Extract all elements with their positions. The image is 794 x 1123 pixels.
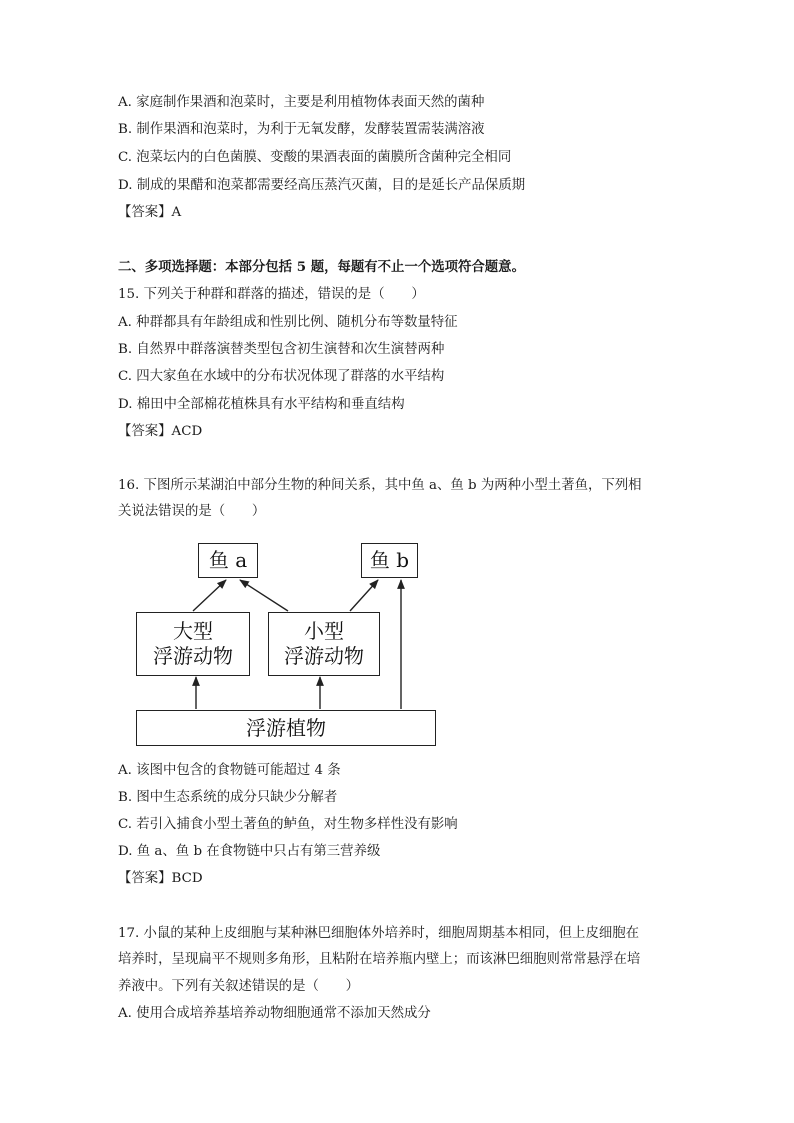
- q17-stem-line-3: 养液中。下列有关叙述错误的是（ ）: [118, 979, 360, 994]
- section-title: 二、多项选择题：本部分包括 5 题，每题有不止一个选项符合题意。: [118, 259, 525, 275]
- node-large-zoo-line-1: 大型: [173, 619, 213, 643]
- q14-answer: 【答案】A: [118, 205, 182, 220]
- arrow-small-zoo-to-fish-b: [350, 580, 378, 611]
- q15-option-a: A. 种群都具有年龄组成和性别比例、随机分布等数量特征: [118, 315, 458, 330]
- q17-stem-line-1: 17. 小鼠的某种上皮细胞与某种淋巴细胞体外培养时，细胞周期基本相同，但上皮细胞在: [118, 926, 640, 941]
- q15-stem: 15. 下列关于种群和群落的描述，错误的是（ ）: [118, 287, 425, 302]
- q14-option-c: C. 泡菜坛内的白色菌膜、变酸的果酒表面的菌膜所含菌种完全相同: [118, 150, 512, 165]
- node-small-zoo-line-1: 小型: [304, 619, 344, 643]
- node-fish-b: [361, 543, 418, 578]
- q16-option-a: A. 该图中包含的食物链可能超过 4 条: [118, 763, 341, 778]
- node-fish-a: [198, 543, 258, 578]
- node-fish-a-label: 鱼 a: [208, 548, 248, 572]
- node-phyto-label: 浮游植物: [246, 715, 326, 740]
- node-large-zooplankton: [136, 612, 250, 676]
- q16-option-d: D. 鱼 a、鱼 b 在食物链中只占有第三营养级: [118, 844, 381, 859]
- q15-option-c: C. 四大家鱼在水域中的分布状况体现了群落的水平结构: [118, 369, 445, 384]
- q16-answer: 【答案】BCD: [118, 871, 203, 886]
- q16-option-b: B. 图中生态系统的成分只缺少分解者: [118, 790, 338, 805]
- arrow-small-zoo-to-fish-a: [240, 580, 288, 611]
- q15-option-d: D. 棉田中全部棉花植株具有水平结构和垂直结构: [118, 397, 405, 412]
- q14-option-b: B. 制作果酒和泡菜时，为利于无氧发酵，发酵装置需装满溶液: [118, 122, 485, 137]
- arrow-large-zoo-to-fish-a: [193, 580, 226, 611]
- node-large-zoo-line-2: 浮游动物: [153, 644, 233, 668]
- node-phytoplankton: [136, 710, 436, 746]
- q16-stem-line-1: 16. 下图所示某湖泊中部分生物的种间关系，其中鱼 a、鱼 b 为两种小型土著鱼，下列相: [118, 478, 642, 493]
- q14-option-d: D. 制成的果醋和泡菜都需要经高压蒸汽灭菌，目的是延长产品保质期: [118, 178, 526, 193]
- q14-option-a: A. 家庭制作果酒和泡菜时，主要是利用植物体表面天然的菌种: [118, 95, 485, 110]
- q16-stem-line-2: 关说法错误的是（ ）: [118, 504, 266, 519]
- node-small-zoo-line-2: 浮游动物: [284, 644, 364, 668]
- q17-option-a: A. 使用合成培养基培养动物细胞通常不添加天然成分: [118, 1006, 431, 1021]
- q15-answer: 【答案】ACD: [118, 424, 203, 439]
- q17-stem-line-2: 培养时，呈现扁平不规则多角形，且粘附在培养瓶内壁上；而该淋巴细胞则常常悬浮在培: [118, 952, 641, 967]
- node-fish-b-label: 鱼 b: [369, 548, 410, 572]
- q16-option-c: C. 若引入捕食小型土著鱼的鲈鱼，对生物多样性没有影响: [118, 817, 458, 832]
- node-small-zooplankton: [268, 612, 380, 676]
- q15-option-b: B. 自然界中群落演替类型包含初生演替和次生演替两种: [118, 342, 445, 357]
